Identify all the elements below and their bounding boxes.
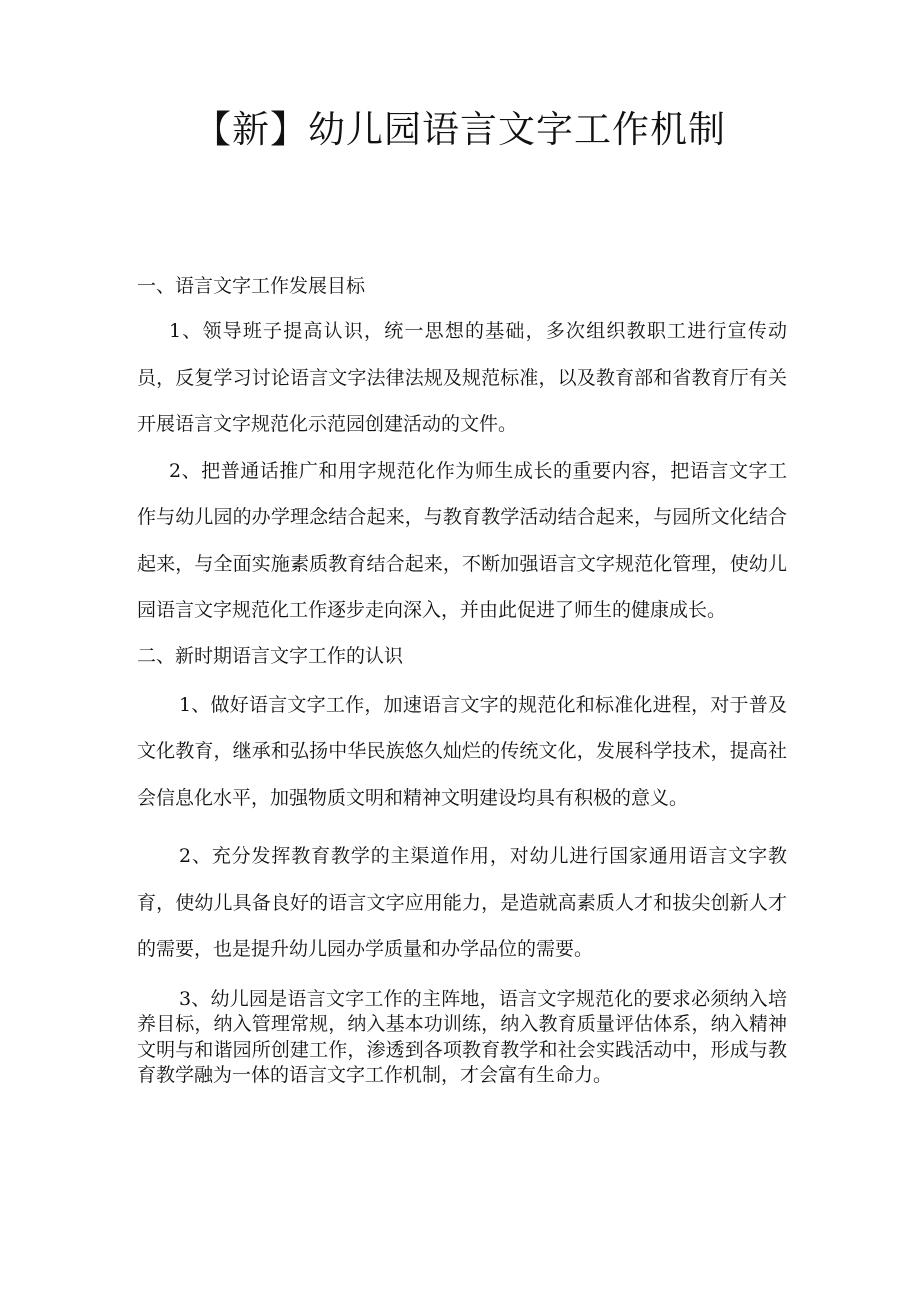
section-heading-understanding: 二、新时期语言文字工作的认识 — [137, 644, 404, 667]
paragraph: 3、幼儿园是语言文字工作的主阵地，语言文字规范化的要求必须纳入培养目标，纳入管理常规，纳入基本功训练，纳入教育质量评估体系，纳入精神文明与和谐园所创建工作，渗透到各项教育教学和社会实践活动中，形成与教育教学融为一体的语言文字工作机制，才会富有生命力。 — [137, 987, 787, 1086]
document-body — [137, 264, 787, 1089]
paragraph: 1、做好语言文字工作，加速语言文字的规范化和标准化进程，对于普及文化教育，继承和弘扬中华民族悠久灿烂的传统文化，发展科学技术，提高社会信息化水平，加强物质文明和精神文明建设均具有积极的意义。 — [137, 693, 787, 809]
paragraph: 1、领导班子提高认识，统一思想的基础，多次组织教职工进行宣传动员，反复学习讨论语言文字法律法规及规范标准，以及教育部和省教育厅有关开展语言文字规范化示范园创建活动的文件。 — [137, 320, 787, 435]
paragraph: 2、把普通话推广和用字规范化作为师生成长的重要内容，把语言文字工作与幼儿园的办学理念结合起来，与教育教学活动结合起来，与园所文化结合起来，与全面实施素质教育结合起来，不断加强语言文字规范化管理，使幼儿园语言文字规范化工作逐步走向深入，并由此促进了师生的健康成长。 — [137, 459, 787, 621]
section-heading-goals: 一、语言文字工作发展目标 — [137, 275, 366, 297]
document-title: 【新】幼儿园语言文字工作机制 — [194, 108, 726, 151]
paragraph: 2、充分发挥教育教学的主渠道作用，对幼儿进行国家通用语言文字教育，使幼儿具备良好的语言文字应用能力，是造就高素质人才和拔尖创新人才的需要，也是提升幼儿园办学质量和办学品位的需要。 — [137, 845, 787, 960]
